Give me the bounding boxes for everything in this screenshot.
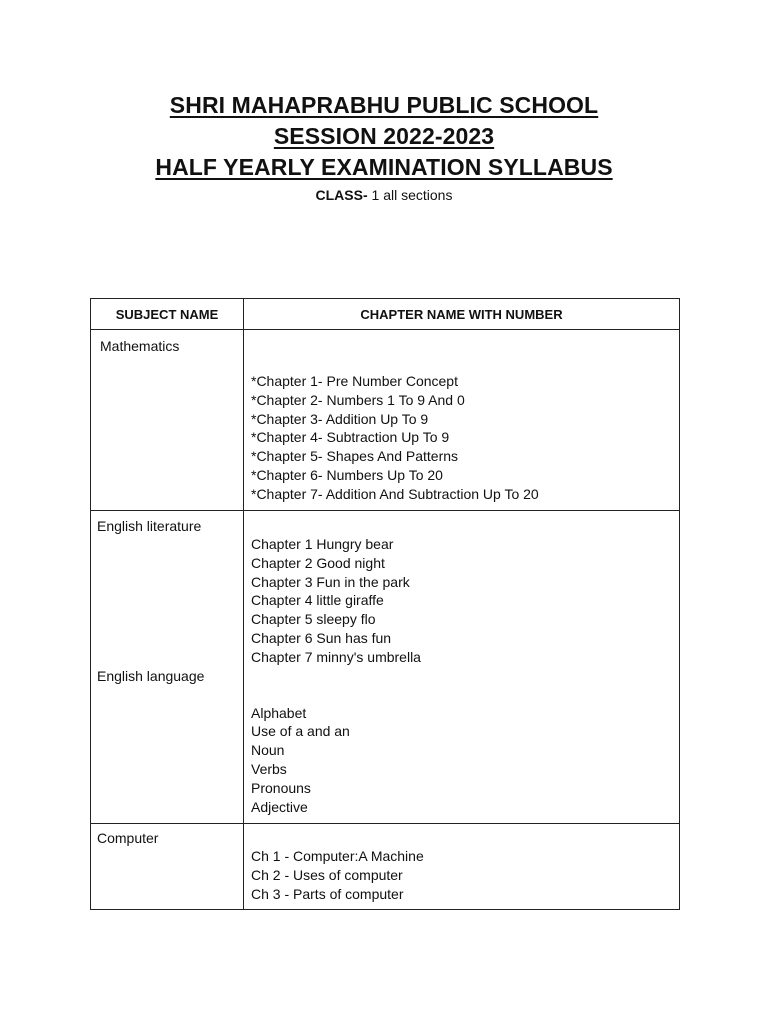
class-info — [0, 186, 768, 204]
chapter-item: *Chapter 1- Pre Number Concept — [251, 373, 458, 389]
chapter-item: *Chapter 5- Shapes And Patterns — [251, 448, 459, 465]
chapter-cell — [244, 824, 680, 910]
exam-title: HALF YEARLY EXAMINATION SYLLABUS — [155, 154, 613, 180]
class-value: 1 all sections — [367, 187, 453, 203]
chapter-item: Verbs — [251, 760, 287, 777]
document-header — [0, 90, 768, 204]
chapter-cell — [244, 330, 680, 511]
chapter-item: Ch 1 - Computer:A Machine — [251, 848, 424, 864]
chapter-item: Adjective — [251, 798, 308, 815]
chapter-item: Chapter 1 Hungry bear — [251, 536, 394, 552]
chapter-cell — [244, 511, 680, 824]
class-label: CLASS- — [315, 187, 368, 203]
session-title: SESSION 2022-2023 — [273, 123, 495, 149]
chapter-item: Alphabet — [251, 704, 307, 721]
school-name: SHRI MAHAPRABHU PUBLIC SCHOOL — [169, 92, 599, 118]
chapter-item: Pronouns — [251, 779, 311, 796]
syllabus-table — [90, 298, 680, 910]
chapter-item: Ch 3 - Parts of computer — [251, 885, 404, 902]
chapter-list — [244, 847, 679, 903]
subject-cell — [91, 330, 244, 511]
subject-name: Mathematics — [100, 338, 180, 354]
chapter-item: *Chapter 2- Numbers 1 To 9 And 0 — [251, 391, 465, 408]
chapter-item: Noun — [251, 742, 285, 759]
chapter-item: *Chapter 3- Addition Up To 9 — [251, 410, 429, 427]
chapter-list-literature — [244, 535, 679, 667]
table-header-row — [91, 299, 680, 330]
chapter-item: Chapter 4 little giraffe — [251, 592, 384, 609]
chapter-item: Use of a and an — [251, 723, 350, 740]
subject-cell — [91, 511, 244, 824]
chapter-column-header: CHAPTER NAME WITH NUMBER — [244, 299, 680, 330]
chapter-item: *Chapter 7- Addition And Subtraction Up To 20 — [251, 485, 539, 502]
table-row-mathematics — [91, 330, 680, 511]
chapter-item: Chapter 6 Sun has fun — [251, 629, 392, 646]
chapter-item: Chapter 3 Fun in the park — [251, 573, 410, 590]
subject-name: Computer — [97, 830, 159, 846]
table-row-english — [91, 511, 680, 824]
chapter-item: Chapter 2 Good night — [251, 554, 385, 571]
subject-cell — [91, 824, 244, 910]
chapter-list-language — [244, 704, 679, 817]
chapter-item: *Chapter 6- Numbers Up To 20 — [251, 466, 443, 483]
chapter-list — [244, 372, 679, 504]
chapter-item: Chapter 5 sleepy flo — [251, 611, 376, 628]
table-row-computer — [91, 824, 680, 910]
chapter-item: *Chapter 4- Subtraction Up To 9 — [251, 429, 450, 446]
subject-name: English literature — [97, 518, 202, 534]
subject-column-header: SUBJECT NAME — [91, 299, 244, 330]
chapter-item: Ch 2 - Uses of computer — [251, 866, 403, 883]
subject-name: English language — [97, 668, 205, 684]
chapter-item: Chapter 7 minny's umbrella — [251, 648, 421, 665]
